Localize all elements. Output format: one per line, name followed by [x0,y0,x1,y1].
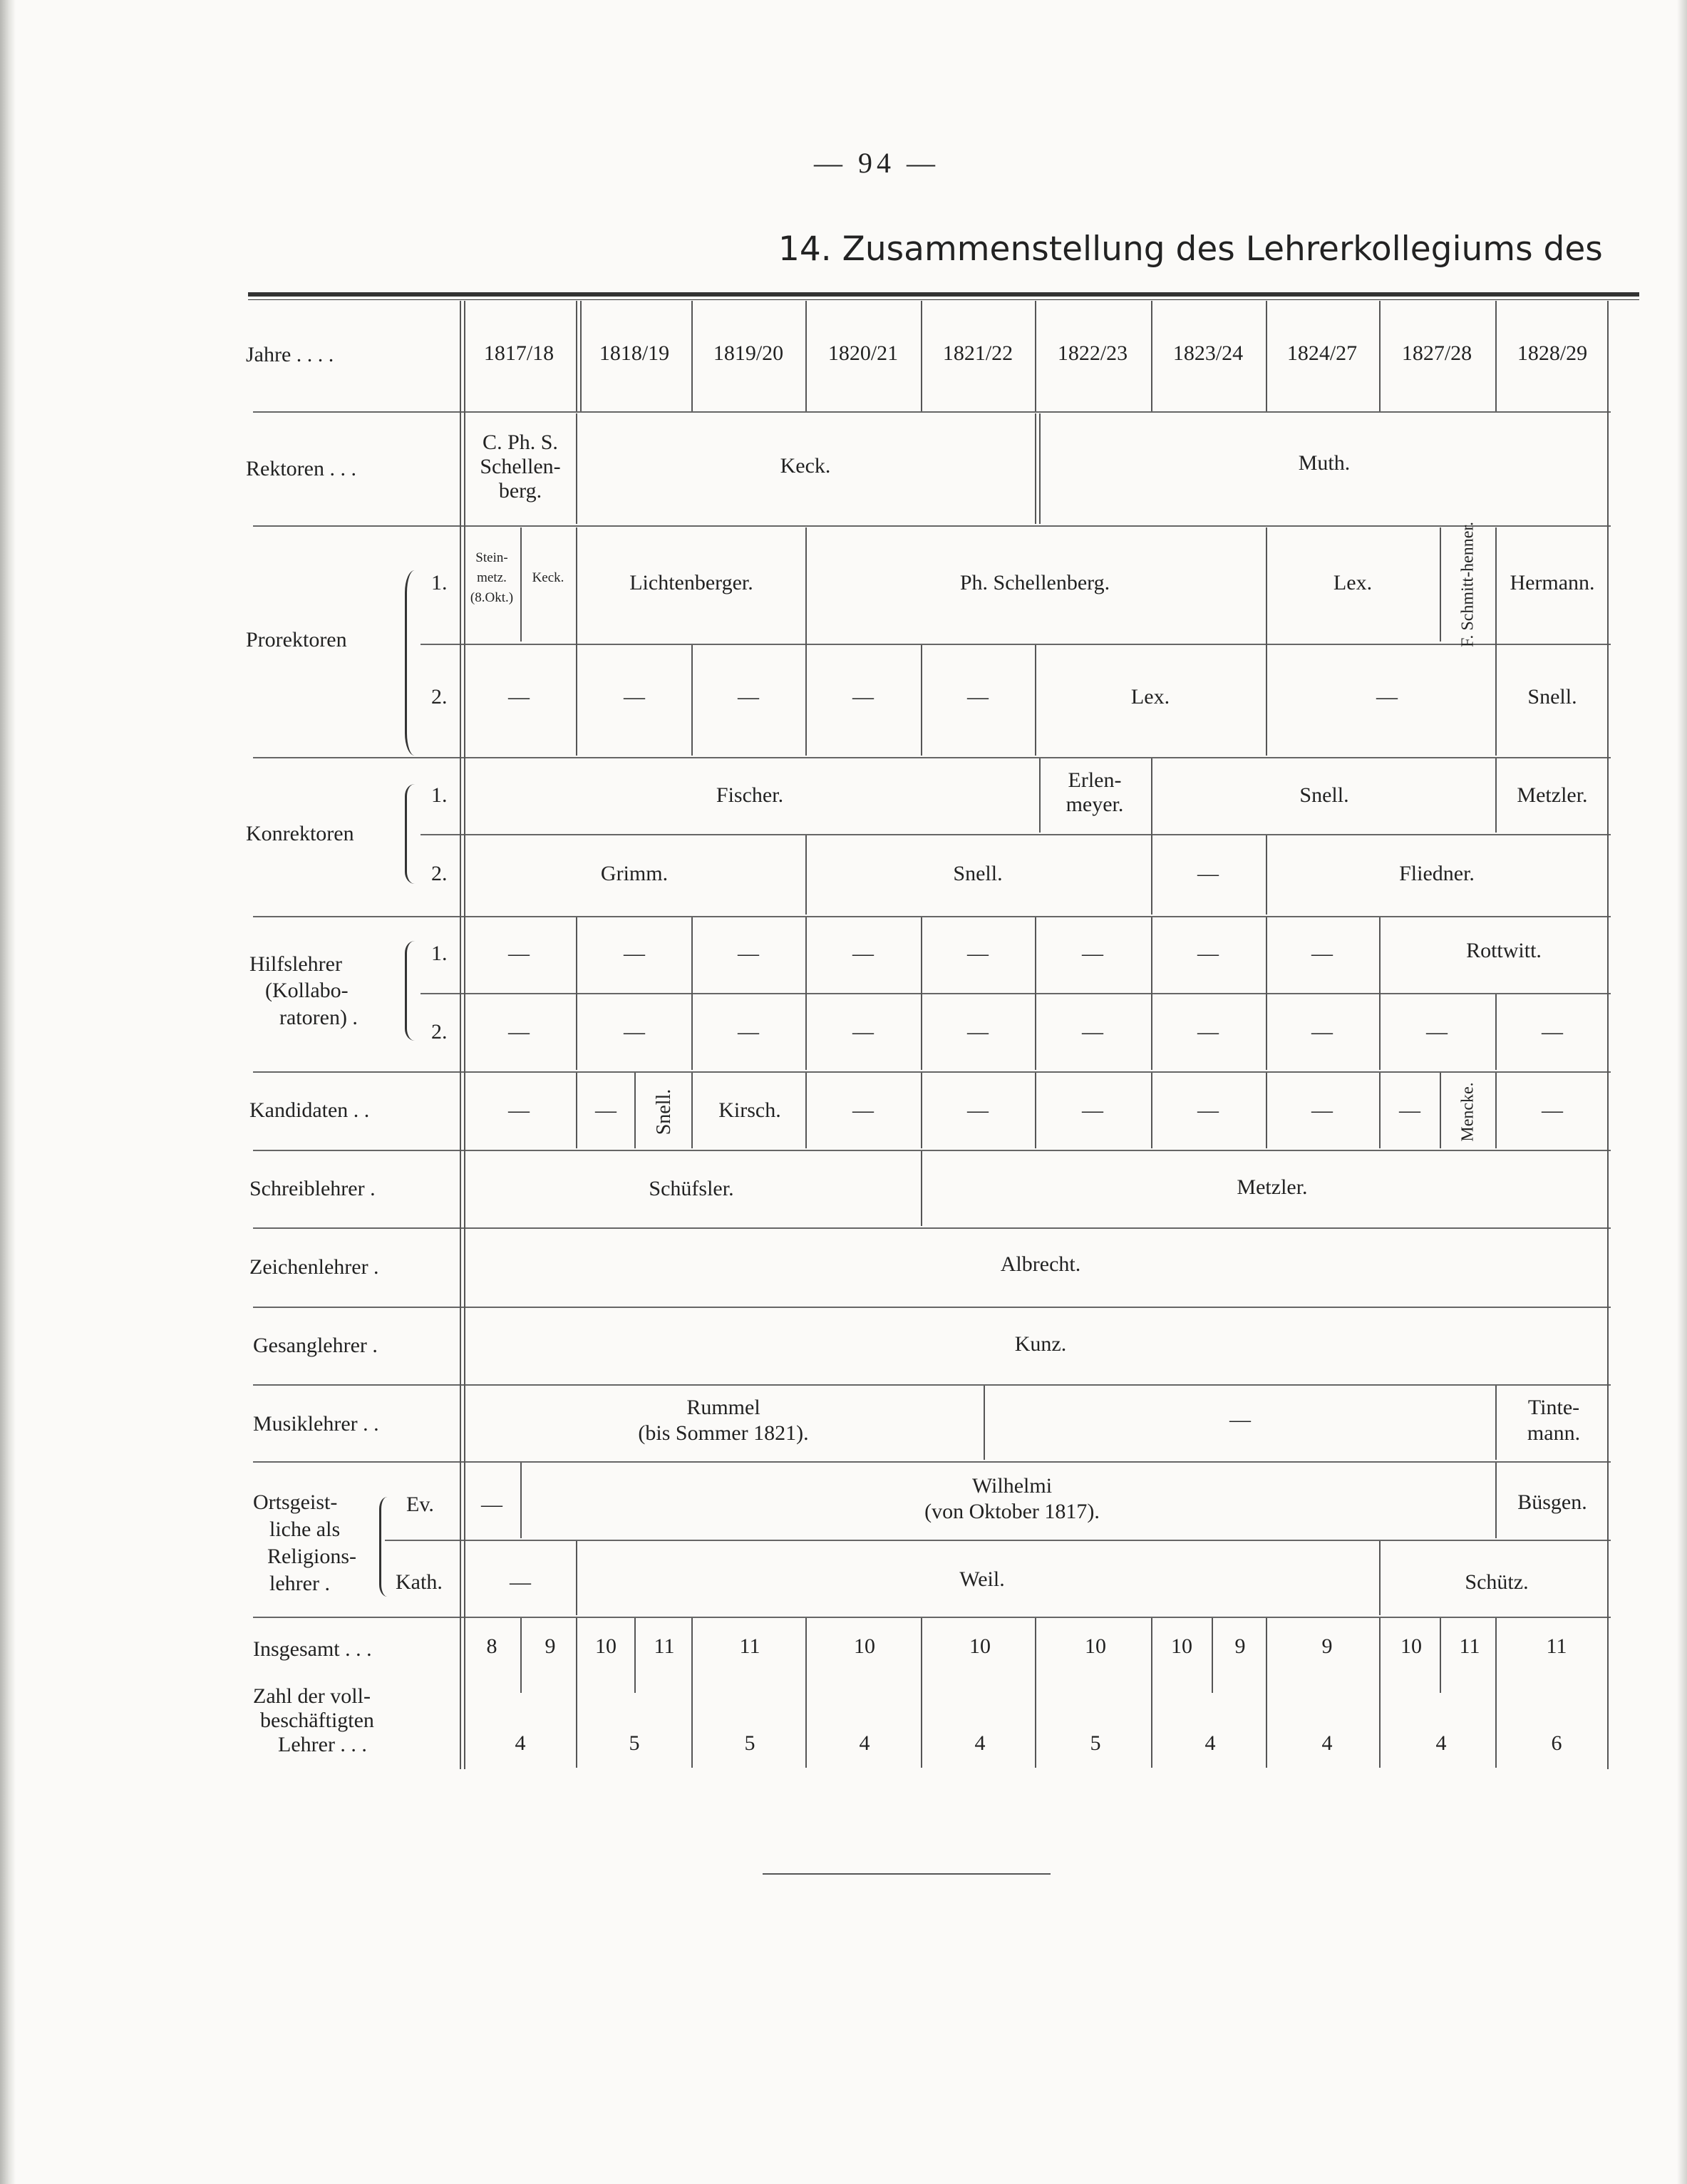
total: 9 [1234,1634,1246,1658]
cell-kon1-snell: Snell. [1299,783,1349,807]
row-rule [253,757,1611,758]
cell-rule [805,1073,807,1148]
cell-rummel: (bis Sommer 1821). [638,1421,809,1445]
total: 10 [969,1634,991,1658]
fulltime-count: 4 [1435,1731,1447,1755]
row-rule [385,1540,1611,1541]
row-rule [253,916,1611,917]
row-rule [421,644,1611,645]
dash: — [481,1493,502,1516]
cell-rule [1495,758,1497,833]
cell-rule [576,1541,577,1615]
cell-tintemann: Tinte- [1527,1396,1580,1419]
year-header: 1817/18 [483,341,554,365]
dash: — [624,685,645,709]
col-rule [1035,301,1036,411]
dash: — [1082,1098,1103,1122]
brace [405,570,421,756]
cell-wilhelmi: Wilhelmi [971,1474,1053,1498]
label-zahl-3: Lehrer . . . [278,1733,367,1756]
label-schreiblehrer: Schreiblehrer . [249,1177,376,1200]
year-header: 1819/20 [713,341,784,365]
fulltime-count: 4 [974,1731,986,1755]
label-musiklehrer: Musiklehrer . . [253,1412,379,1436]
total: 11 [654,1634,675,1658]
col-rule [576,301,577,411]
col-rule [805,301,807,411]
label-ev: Ev. [406,1493,434,1516]
total: 8 [486,1634,497,1658]
cell-rule [805,527,807,756]
row-rule [253,1307,1611,1308]
cell-rule [1035,917,1036,1070]
cell-kon2-snell: Snell. [953,862,1003,885]
year-header: 1822/23 [1057,341,1128,365]
cell-mencke: Mencke. [1458,1082,1477,1142]
dash: — [1082,942,1103,965]
dash: — [967,685,989,709]
dash: — [624,942,645,965]
cell-rule [1495,1618,1497,1768]
cell-hermann: Hermann. [1510,571,1595,594]
dash: — [1082,1020,1103,1044]
cell-rule [1379,917,1381,1070]
dash: — [852,942,874,965]
row-rule [253,1150,1611,1151]
year-header: 1818/19 [599,341,670,365]
cell-fliedner: Fliedner. [1399,862,1475,885]
label-kon-2: 2. [431,862,448,885]
cell-rule [520,1463,522,1538]
cell-rule [1151,1073,1152,1148]
brace [379,1497,393,1597]
cell-schellenberg: C. Ph. S. [483,431,558,454]
cell-steinmetz: Stein- [475,550,508,565]
cell-rule [1495,1386,1497,1460]
col-rule [1379,301,1381,411]
cell-rule [1495,1463,1497,1538]
col-rule [921,301,922,411]
cell-rule [1266,835,1267,915]
cell-schmitthenner: F. Schmitt-henner. [1458,521,1477,648]
brace [405,941,421,1041]
cell-fischer: Fischer. [716,783,784,807]
dash: — [1229,1408,1251,1431]
cell-rule [1035,1618,1036,1768]
label-ortsgeist-3: Religions- [267,1545,356,1568]
row-rule [253,1227,1611,1229]
cell-rule [1495,1073,1497,1148]
cell-rule [1039,758,1041,833]
fulltime-count: 5 [1090,1731,1101,1755]
total: 11 [1546,1634,1567,1658]
cell-lex: Lex. [1333,571,1373,594]
label-hilfslehrer-1: Hilfslehrer [249,952,342,976]
dash: — [624,1020,645,1044]
dash: — [738,685,759,709]
dash: — [1311,1098,1333,1122]
cell-schellenberg: berg. [498,479,542,503]
cell-rule [634,1618,636,1693]
year-header: 1824/27 [1286,341,1358,365]
label-pro-1: 1. [431,571,448,594]
cell-rule [921,1073,922,1148]
dash: — [1376,685,1398,709]
top-rule [248,292,1639,297]
cell-albrecht: Albrecht. [1000,1252,1081,1276]
total: 9 [1321,1634,1333,1658]
label-kon-1: 1. [431,783,448,807]
row-rule [253,1071,1611,1073]
cell-rule [1039,413,1041,524]
cell-rule [805,917,807,1070]
cell-erlenmeyer: meyer. [1066,793,1124,816]
cell-rule [1440,1618,1441,1693]
page-heading: 14. Zusammenstellung des Lehrerkollegiums des [778,230,1603,269]
label-jahre: Jahre . . . . [246,343,334,366]
cell-schreib-metzler: Metzler. [1237,1175,1308,1199]
cell-rule [805,835,807,915]
cell-rule [1266,1618,1267,1768]
row-rule [421,834,1611,835]
row-rule [421,993,1611,994]
dash: — [967,942,989,965]
cell-rule [805,1618,807,1768]
cell-kunz: Kunz. [1014,1332,1067,1356]
label-zahl-2: beschäftigten [260,1709,374,1732]
cell-ph-schellenberg: Ph. Schellenberg. [959,571,1110,594]
cell-schellenberg: Schellen- [480,455,561,478]
label-hilfslehrer-2: (Kollabo- [265,979,349,1002]
row-rule [253,525,1611,527]
dash: — [508,685,530,709]
total: 9 [545,1634,556,1658]
fulltime-count: 4 [1204,1731,1216,1755]
total: 10 [1171,1634,1192,1658]
dash: — [508,1020,530,1044]
cell-rummel: Rummel [686,1396,760,1419]
cell-grimm: Grimm. [600,862,669,885]
col-rule [1607,301,1609,1769]
year-header: 1828/29 [1517,341,1588,365]
dash: — [738,942,759,965]
cell-rule [520,1618,522,1693]
dash: — [852,685,874,709]
year-header: 1827/28 [1401,341,1472,365]
cell-rule [691,645,693,756]
col-rule [1495,301,1497,411]
cell-pro-keck: Keck. [532,570,564,585]
page-edge [1677,0,1687,2184]
row-rule [253,411,1611,413]
dash: — [510,1570,531,1594]
cell-lichtenberger: Lichtenberger. [629,571,753,594]
total: 10 [1085,1634,1106,1658]
dash: — [1197,1098,1219,1122]
dash: — [1197,1020,1219,1044]
cell-rule [576,1618,577,1768]
dash: — [967,1020,989,1044]
cell-pro2-lex: Lex. [1130,685,1170,709]
cell-rule [576,917,577,1070]
col-rule [460,301,461,1769]
cell-rule [921,645,922,756]
cell-rule [691,1618,693,1768]
dash: — [1399,1098,1420,1122]
cell-rule [1035,413,1036,524]
label-gesanglehrer: Gesanglehrer . [253,1334,378,1357]
footer-rule [763,1873,1051,1875]
dash: — [595,1098,616,1122]
col-rule [464,301,465,1769]
cell-rule [1379,1541,1381,1615]
cell-pro2-snell: Snell. [1527,685,1577,709]
label-ortsgeist-1: Ortsgeist- [253,1490,338,1514]
dash: — [1542,1098,1563,1122]
total: 11 [1459,1634,1480,1658]
label-ortsgeist-2: liche als [269,1518,341,1541]
year-header: 1821/22 [942,341,1013,365]
label-hilf-2: 2. [431,1020,448,1044]
cell-steinmetz: (8.Okt.) [470,590,514,605]
total: 10 [595,1634,616,1658]
total: 10 [1400,1634,1422,1658]
cell-rule [1212,1618,1213,1693]
dash: — [1311,1020,1333,1044]
cell-rule [691,917,693,1070]
page-number: — 94 — [814,147,939,179]
fulltime-count: 4 [859,1731,870,1755]
cell-rule [576,527,577,756]
cell-rule [520,527,522,642]
dash: — [508,942,530,965]
cell-rottwitt: Rottwitt. [1466,939,1542,962]
cell-rule [921,917,922,1070]
label-zeichenlehrer: Zeichenlehrer . [249,1255,379,1279]
cell-rule [1440,527,1441,642]
label-konrektoren: Konrektoren [246,822,354,845]
dash: — [1542,1020,1563,1044]
top-rule-thin [248,299,1639,300]
year-header: 1823/24 [1172,341,1244,365]
label-ortsgeist-4: lehrer . [269,1572,330,1595]
dash: — [1311,942,1333,965]
col-rule [1151,301,1152,411]
brace [405,784,421,884]
label-insgesamt: Insgesamt . . . [253,1637,372,1661]
label-zahl-1: Zahl der voll- [253,1684,371,1708]
cell-rule [1266,917,1267,1070]
cell-rule [1495,527,1497,756]
label-hilf-1: 1. [431,942,448,965]
dash: — [1426,1020,1448,1044]
binding-edge [0,0,16,2184]
cell-kand-snell: Snell. [653,1088,675,1135]
cell-erlenmeyer: Erlen- [1068,768,1122,792]
cell-kon1-metzler: Metzler. [1517,783,1588,807]
cell-rule [1035,1073,1036,1148]
fulltime-count: 5 [629,1731,640,1755]
row-rule [253,1384,1611,1386]
col-rule [580,301,582,411]
dash: — [1197,942,1219,965]
fulltime-count: 4 [1321,1731,1333,1755]
fulltime-count: 5 [744,1731,755,1755]
cell-rule [1495,994,1497,1070]
cell-rule [1266,527,1267,756]
dash: — [738,1020,759,1044]
label-kath: Kath. [396,1570,443,1594]
col-rule [1266,301,1267,411]
cell-rule [921,1618,922,1768]
cell-rule [1379,1073,1381,1148]
cell-rule [1266,1073,1267,1148]
cell-steinmetz: metz. [477,570,507,585]
cell-schuefsler: Schüfsler. [649,1177,734,1200]
cell-buesgen: Büsgen. [1517,1490,1587,1514]
dash: — [852,1098,874,1122]
row-rule [253,1461,1611,1463]
year-header: 1820/21 [827,341,899,365]
cell-rule [1151,1618,1152,1768]
label-hilfslehrer-3: ratoren) . [279,1006,358,1029]
dash: — [967,1098,989,1122]
row-rule [253,1617,1611,1618]
cell-rule [1151,917,1152,1070]
label-pro-2: 2. [431,685,448,709]
label-rektoren: Rektoren . . . [246,457,356,480]
cell-rule [1035,645,1036,756]
label-kandidaten: Kandidaten . . [249,1098,370,1122]
cell-rule [634,1073,636,1148]
cell-rule [984,1386,985,1460]
col-rule [691,301,693,411]
label-prorektoren: Prorektoren [246,628,347,651]
cell-tintemann: mann. [1527,1421,1581,1445]
cell-muth: Muth. [1298,451,1351,475]
fulltime-count: 6 [1551,1731,1562,1755]
cell-rule [1440,1073,1441,1148]
cell-wilhelmi: (von Oktober 1817). [924,1500,1100,1523]
cell-schuetz: Schütz. [1465,1570,1529,1594]
dash: — [1197,862,1219,885]
dash: — [508,1098,530,1122]
total: 10 [854,1634,875,1658]
total: 11 [739,1634,760,1658]
cell-rule [1151,758,1152,915]
cell-rule [691,1073,693,1148]
fulltime-count: 4 [515,1731,526,1755]
cell-rule [576,413,577,524]
cell-rule [1379,1618,1381,1768]
cell-rule [921,1151,922,1226]
dash: — [852,1020,874,1044]
cell-keck: Keck. [780,454,831,478]
cell-weil: Weil. [959,1567,1005,1591]
cell-rule [576,1073,577,1148]
cell-kirsch: Kirsch. [718,1098,781,1122]
